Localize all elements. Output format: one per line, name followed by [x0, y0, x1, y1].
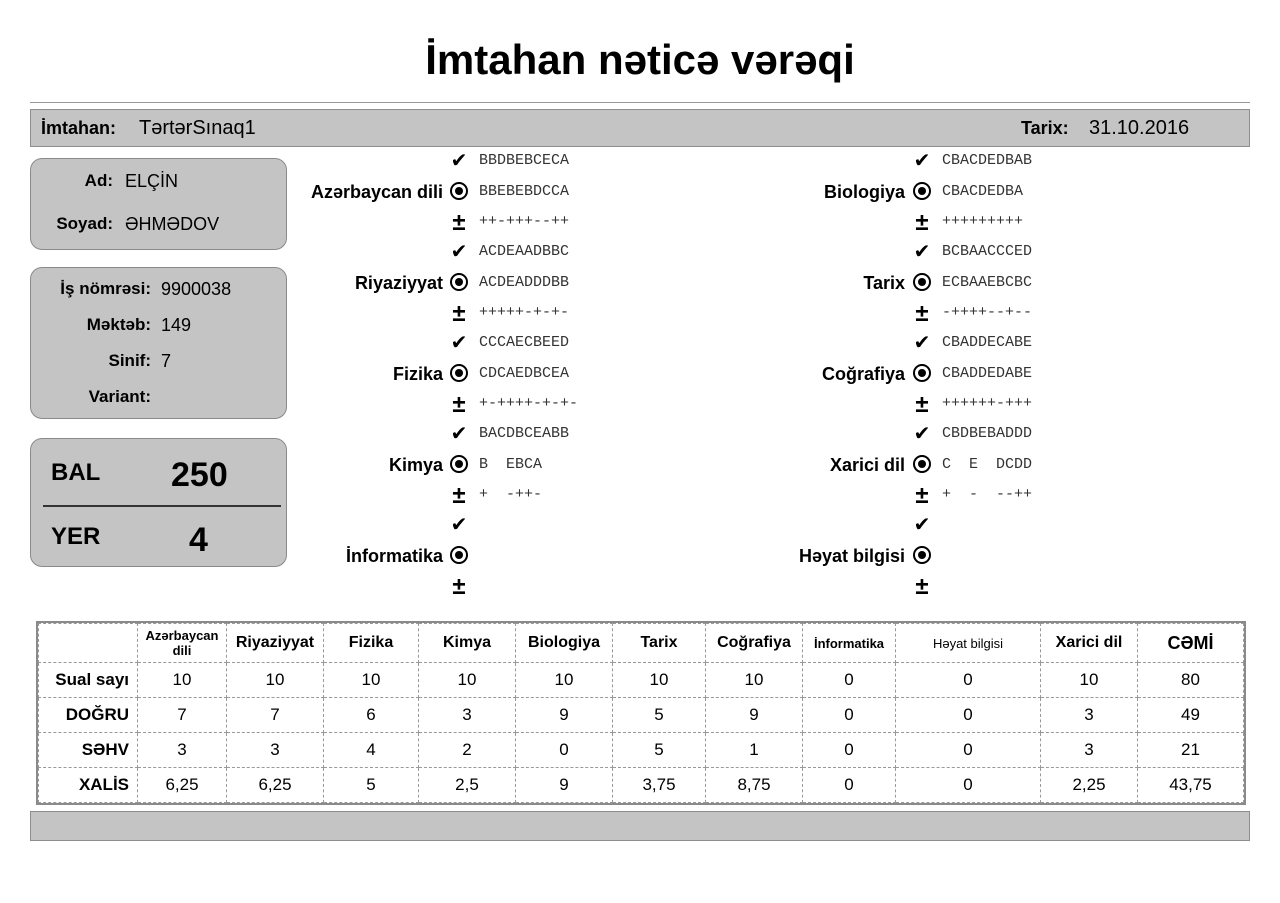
table-cell: 5	[324, 768, 419, 803]
table-cell: 0	[803, 663, 896, 698]
table-cell: 0	[896, 768, 1041, 803]
check-icon: ✔	[913, 514, 931, 536]
answer-marks: ++++++-+++	[942, 395, 1033, 412]
col-header: Azərbaycan dili	[138, 624, 227, 663]
check-icon: ✔	[913, 150, 931, 172]
table-cell: 49	[1138, 698, 1244, 733]
bal-value: 250	[171, 456, 228, 494]
student-answers: BBEBEBDCCA	[479, 183, 570, 200]
answer-marks: -++++--+--	[942, 304, 1033, 321]
student-answers: CDCAEDBCEA	[479, 365, 570, 382]
date-label: Tarix:	[1021, 118, 1069, 138]
col-header: İnformatika	[803, 624, 896, 663]
exam-bar	[30, 109, 1250, 147]
table-cell: 0	[516, 733, 613, 768]
yer-value: 4	[189, 521, 208, 559]
score-box	[30, 438, 287, 567]
answer-marks: +-++++-+-+-	[479, 395, 579, 412]
student-answers: ACDEADDDBB	[479, 274, 570, 291]
id-label: İş nömrəsi:	[60, 279, 151, 298]
table-cell: 9	[706, 698, 803, 733]
bottom-bar	[30, 811, 1250, 841]
table-cell: 3	[138, 733, 227, 768]
school-number: 149	[161, 315, 192, 335]
check-icon: ✔	[450, 332, 468, 354]
table-cell: 6,25	[227, 768, 324, 803]
table-cell: 4	[324, 733, 419, 768]
table-cell: 10	[516, 663, 613, 698]
col-header: Tarix	[613, 624, 706, 663]
answer-key: CBADDECABE	[942, 334, 1033, 351]
answer-key: BACDBCEABB	[479, 425, 570, 442]
table-cell: 0	[803, 733, 896, 768]
table-cell: 3	[1041, 698, 1138, 733]
answer-marks: + - --++	[942, 486, 1033, 503]
table-cell: 43,75	[1138, 768, 1244, 803]
table-cell: 10	[227, 663, 324, 698]
student-answers: B EBCA	[479, 456, 543, 473]
answer-key: CBACDEDBAB	[942, 152, 1033, 169]
plus-minus-icon: ±	[452, 300, 466, 327]
table-cell: 2	[419, 733, 516, 768]
col-header: CƏMİ	[1138, 624, 1244, 663]
bal-label: BAL	[51, 459, 101, 486]
table-cell: 10	[138, 663, 227, 698]
table-cell: 10	[1041, 663, 1138, 698]
col-header: Coğrafiya	[706, 624, 803, 663]
table-cell: 2,5	[419, 768, 516, 803]
table-cell: 80	[1138, 663, 1244, 698]
answer-marks: +++++++++	[942, 213, 1024, 230]
table-cell: 3,75	[613, 768, 706, 803]
subject-name: Həyat bilgisi	[798, 546, 905, 566]
radio-icon	[913, 273, 931, 291]
col-header: Fizika	[324, 624, 419, 663]
score-divider	[43, 505, 281, 507]
table-cell: 6,25	[138, 768, 227, 803]
table-cell: 2,25	[1041, 768, 1138, 803]
radio-icon	[913, 364, 931, 382]
table-cell: 0	[803, 698, 896, 733]
row-header: DOĞRU	[39, 698, 138, 733]
class-label: Sinif:	[108, 351, 151, 370]
radio-icon	[913, 455, 931, 473]
check-icon: ✔	[913, 423, 931, 445]
table-cell: 5	[613, 698, 706, 733]
col-header: Xarici dil	[1041, 624, 1138, 663]
page-title: İmtahan nəticə vərəqi	[425, 36, 855, 83]
table-cell: 3	[227, 733, 324, 768]
radio-icon	[913, 546, 931, 564]
table-cell: 10	[324, 663, 419, 698]
plus-minus-icon: ±	[452, 482, 466, 509]
plus-minus-icon: ±	[915, 391, 929, 418]
id-number: 9900038	[161, 279, 232, 299]
yer-label: YER	[51, 523, 101, 550]
table-cell: 0	[803, 768, 896, 803]
row-header: XALİS	[39, 768, 138, 803]
exam-date: 31.10.2016	[1089, 117, 1190, 139]
subject-name: Azərbaycan dili	[310, 182, 443, 202]
table-cell: 7	[227, 698, 324, 733]
answer-marks: +++++-+-+-	[479, 304, 570, 321]
answer-key: CBDBEBADDD	[942, 425, 1033, 442]
table-cell: 6	[324, 698, 419, 733]
radio-icon	[450, 546, 468, 564]
table-row	[39, 663, 1244, 698]
check-icon: ✔	[450, 241, 468, 263]
exam-name: TərtərSınaq1	[139, 117, 256, 139]
table-cell: 7	[138, 698, 227, 733]
subject-name: Riyaziyyat	[354, 273, 443, 293]
first-name: ELÇİN	[125, 171, 179, 191]
answer-key: BBDBEBCECA	[479, 152, 570, 169]
student-answers: CBACDEDBA	[942, 183, 1024, 200]
table-row	[39, 768, 1244, 803]
subject-name: İnformatika	[345, 546, 443, 566]
table-row	[39, 698, 1244, 733]
row-header: SƏHV	[39, 733, 138, 768]
radio-icon	[450, 364, 468, 382]
plus-minus-icon: ±	[915, 482, 929, 509]
col-header: Kimya	[419, 624, 516, 663]
subject-name: Biologiya	[823, 182, 905, 202]
title-divider	[30, 102, 1250, 103]
student-answers: CBADDEDABE	[942, 365, 1033, 382]
plus-minus-icon: ±	[452, 391, 466, 418]
exam-label: İmtahan:	[41, 118, 117, 138]
info-box	[30, 267, 287, 419]
table-cell: 10	[419, 663, 516, 698]
check-icon: ✔	[913, 241, 931, 263]
plus-minus-icon: ±	[452, 573, 466, 600]
table-row	[39, 733, 1244, 768]
answer-key: ACDEAADBBC	[479, 243, 570, 260]
table-cell: 0	[896, 733, 1041, 768]
radio-icon	[450, 273, 468, 291]
subject-name: Kimya	[388, 455, 443, 475]
table-cell: 10	[613, 663, 706, 698]
col-header: Biologiya	[516, 624, 613, 663]
table-corner	[39, 624, 138, 663]
col-header: Riyaziyyat	[227, 624, 324, 663]
subject-name: Tarix	[863, 273, 905, 293]
table-cell: 5	[613, 733, 706, 768]
plus-minus-icon: ±	[915, 573, 929, 600]
answer-key: CCCAECBEED	[479, 334, 570, 351]
name-box	[30, 158, 287, 250]
check-icon: ✔	[450, 514, 468, 536]
table-header-row	[39, 624, 1244, 663]
plus-minus-icon: ±	[915, 300, 929, 327]
row-header: Sual sayı	[39, 663, 138, 698]
answer-key: BCBAACCCED	[942, 243, 1033, 260]
results-table	[38, 623, 1244, 803]
table-cell: 0	[896, 698, 1041, 733]
radio-icon	[450, 182, 468, 200]
subject-name: Coğrafiya	[821, 364, 905, 384]
table-cell: 9	[516, 698, 613, 733]
table-cell: 10	[706, 663, 803, 698]
table-cell: 1	[706, 733, 803, 768]
surname: ƏHMƏDOV	[125, 214, 220, 234]
school-label: Məktəb:	[86, 315, 151, 334]
name-label: Ad:	[84, 171, 113, 190]
radio-icon	[450, 455, 468, 473]
table-cell: 3	[419, 698, 516, 733]
variant-label: Variant:	[88, 387, 151, 406]
plus-minus-icon: ±	[915, 209, 929, 236]
subject-name: Xarici dil	[829, 455, 905, 475]
check-icon: ✔	[913, 332, 931, 354]
check-icon: ✔	[450, 150, 468, 172]
table-cell: 21	[1138, 733, 1244, 768]
check-icon: ✔	[450, 423, 468, 445]
table-cell: 8,75	[706, 768, 803, 803]
table-cell: 0	[896, 663, 1041, 698]
answer-marks: ++-+++--++	[479, 213, 570, 230]
subject-name: Fizika	[392, 364, 443, 384]
student-answers: C E DCDD	[942, 456, 1033, 473]
plus-minus-icon: ±	[452, 209, 466, 236]
table-cell: 9	[516, 768, 613, 803]
table-cell: 3	[1041, 733, 1138, 768]
answer-marks: + -++-	[479, 486, 543, 503]
class-number: 7	[161, 351, 172, 371]
col-header: Həyat bilgisi	[896, 624, 1041, 663]
surname-label: Soyad:	[56, 214, 113, 233]
radio-icon	[913, 182, 931, 200]
student-answers: ECBAAEBCBC	[942, 274, 1033, 291]
